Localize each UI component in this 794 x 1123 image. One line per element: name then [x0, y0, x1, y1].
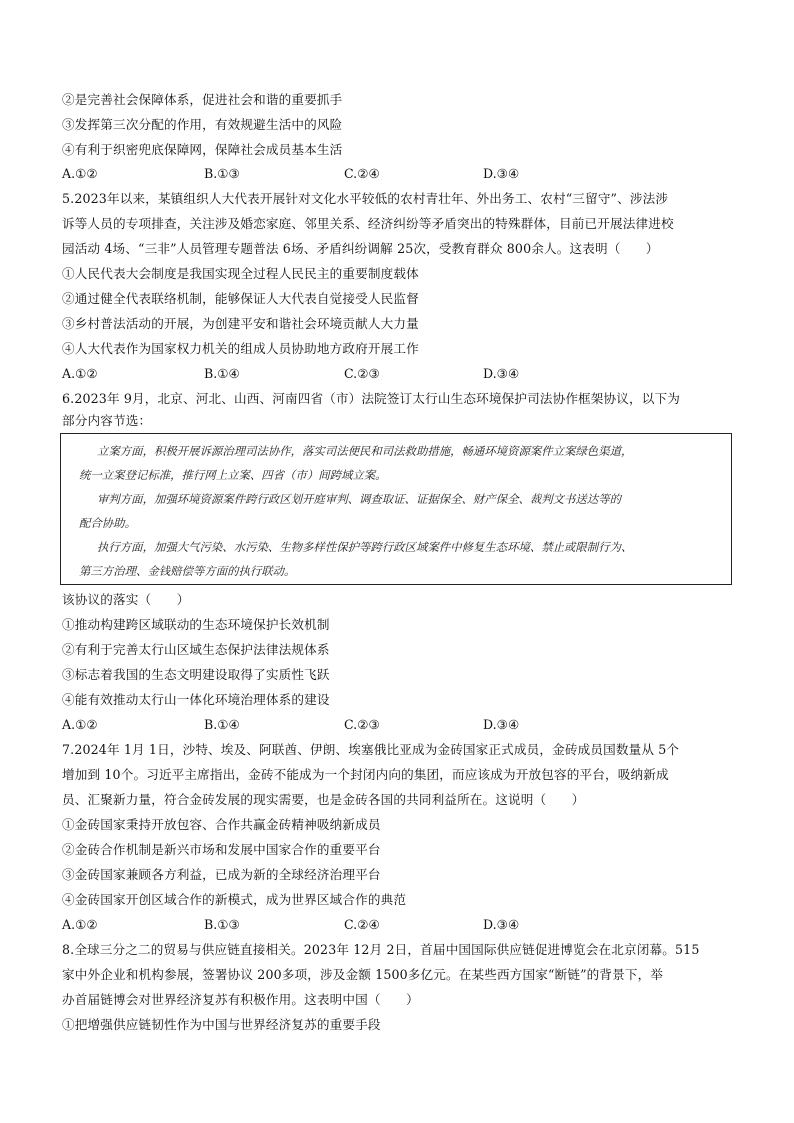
q5-stem-line-2: 诉等人员的专项排查，关注涉及婚恋家庭、邻里关系、经济纠纷等矛盾突出的特殊群体，目前已开展法律进校 — [62, 216, 674, 231]
q7-stem-line-1: 7.2024年 1月 1日，沙特、埃及、阿联酋、伊朗、埃塞俄比亚成为金砖国家正式成员，金砖成员国数量从 5个 — [62, 742, 680, 757]
q6-excerpt-box — [60, 433, 732, 585]
q5-item-3: ③乡村普法活动的开展，为创建平安和谐社会环境贡献人大力量 — [62, 316, 419, 331]
q7-item-2: ②金砖合作机制是新兴市场和发展中国家合作的重要平台 — [62, 842, 381, 857]
q7-stem-line-3: 员、汇聚新力量，符合金砖发展的现实需要，也是金砖各国的共同利益所在。这说明（ ） — [62, 792, 585, 807]
q8-item-1: ①把增强供应链韧性作为中国与世界经济复苏的重要手段 — [62, 1017, 381, 1032]
option-d: D.③④ — [483, 166, 520, 181]
q5-stem-line-3: 园活动 4场、“三非”人员管理专题普法 6场、矛盾纠纷调解 25次，受教育群众 800余人。这表明（ ） — [62, 241, 659, 256]
option-a: A.①② — [62, 717, 98, 732]
excerpt-line: 配合协助。 — [79, 516, 136, 530]
q7-options — [62, 917, 662, 933]
q5-item-2: ②通过健全代表联络机制，能够保证人大代表自觉接受人民监督 — [62, 291, 419, 306]
option-c: C.②④ — [344, 917, 380, 932]
option-b: B.①③ — [204, 917, 240, 932]
q6-options — [62, 717, 662, 733]
excerpt-line: 立案方面，积极开展诉源治理司法协作，落实司法便民和司法救助措施，畅通环境资源案件立案绿色渠道， — [97, 444, 633, 458]
excerpt-line: 统一立案登记标准，推行网上立案、四省（市）间跨域立案。 — [79, 468, 387, 482]
option-c: C.②③ — [344, 717, 380, 732]
q5-item-1: ①人民代表大会制度是我国实现全过程人民民主的重要制度载体 — [62, 266, 419, 281]
option-c: C.②④ — [344, 166, 380, 181]
option-d: D.③④ — [483, 717, 520, 732]
q8-stem-line-3: 办首届链博会对世界经济复苏有积极作用。这表明中国（ ） — [62, 992, 419, 1007]
prev-item-4: ④有利于织密兜底保障网，保障社会成员基本生活 — [62, 142, 343, 157]
excerpt-line: 第三方治理、金钱赔偿等方面的执行联动。 — [79, 564, 296, 578]
excerpt-line: 审判方面，加强环境资源案件跨行政区划开庭审判、调查取证、证据保全、财产保全、裁判文书送达等的 — [97, 492, 621, 506]
q6-item-3: ③标志着我国的生态文明建设取得了实质性飞跃 — [62, 667, 330, 682]
option-a: A.①② — [62, 166, 98, 181]
q7-item-3: ③金砖国家兼顾各方利益，已成为新的全球经济治理平台 — [62, 867, 381, 882]
q8-stem-line-1: 8.全球三分之二的贸易与供应链直接相关。2023年 12月 2日，首届中国国际供应链促进博览会在北京闭幕。515 — [62, 942, 700, 957]
option-d: D.③④ — [483, 366, 520, 381]
q5-options — [62, 366, 662, 382]
q6-stem-line-1: 6.2023年 9月，北京、河北、山西、河南四省（市）法院签订太行山生态环境保护司法协作框架协议，以下为 — [62, 391, 681, 406]
q8-stem-line-2: 家中外企业和机构参展，签署协议 200多项，涉及金额 1500多亿元。在某些西方国家“断链”的背景下，举 — [62, 967, 664, 982]
option-b: B.①④ — [204, 366, 240, 381]
prev-item-2: ②是完善社会保障体系，促进社会和谐的重要抓手 — [62, 92, 343, 107]
q5-stem-line-1: 5.2023年以来，某镇组织人大代表开展针对文化水平较低的农村青壮年、外出务工、农村“三留守”、涉法涉 — [62, 191, 669, 206]
prev-options — [62, 166, 662, 182]
option-c: C.②③ — [344, 366, 380, 381]
q6-stem-line-2: 部分内容节选： — [62, 413, 152, 428]
q6-item-2: ②有利于完善太行山区域生态保护法律法规体系 — [62, 642, 330, 657]
q7-item-1: ①金砖国家秉持开放包容、合作共赢金砖精神吸纳新成员 — [62, 817, 381, 832]
q5-item-4: ④人大代表作为国家权力机关的组成人员协助地方政府开展工作 — [62, 341, 419, 356]
q6-item-4: ④能有效推动太行山一体化环境治理体系的建设 — [62, 692, 330, 707]
option-b: B.①④ — [204, 717, 240, 732]
q7-stem-line-2: 增加到 10个。习近平主席指出，金砖不能成为一个封闭内向的集团，而应该成为开放包容的平台，吸纳新成 — [62, 767, 669, 782]
option-d: D.③④ — [483, 917, 520, 932]
option-a: A.①② — [62, 917, 98, 932]
q6-item-1: ①推动构建跨区域联动的生态环境保护长效机制 — [62, 617, 330, 632]
prev-item-3: ③发挥第三次分配的作用，有效规避生活中的风险 — [62, 117, 343, 132]
option-b: B.①③ — [204, 166, 240, 181]
option-a: A.①② — [62, 366, 98, 381]
excerpt-line: 执行方面，加强大气污染、水污染、生物多样性保护等跨行政区域案件中修复生态环境、禁止或限制行为、 — [97, 540, 633, 554]
q6-question: 该协议的落实（ ） — [62, 592, 190, 607]
q7-item-4: ④金砖国家开创区域合作的新模式，成为世界区域合作的典范 — [62, 892, 407, 907]
